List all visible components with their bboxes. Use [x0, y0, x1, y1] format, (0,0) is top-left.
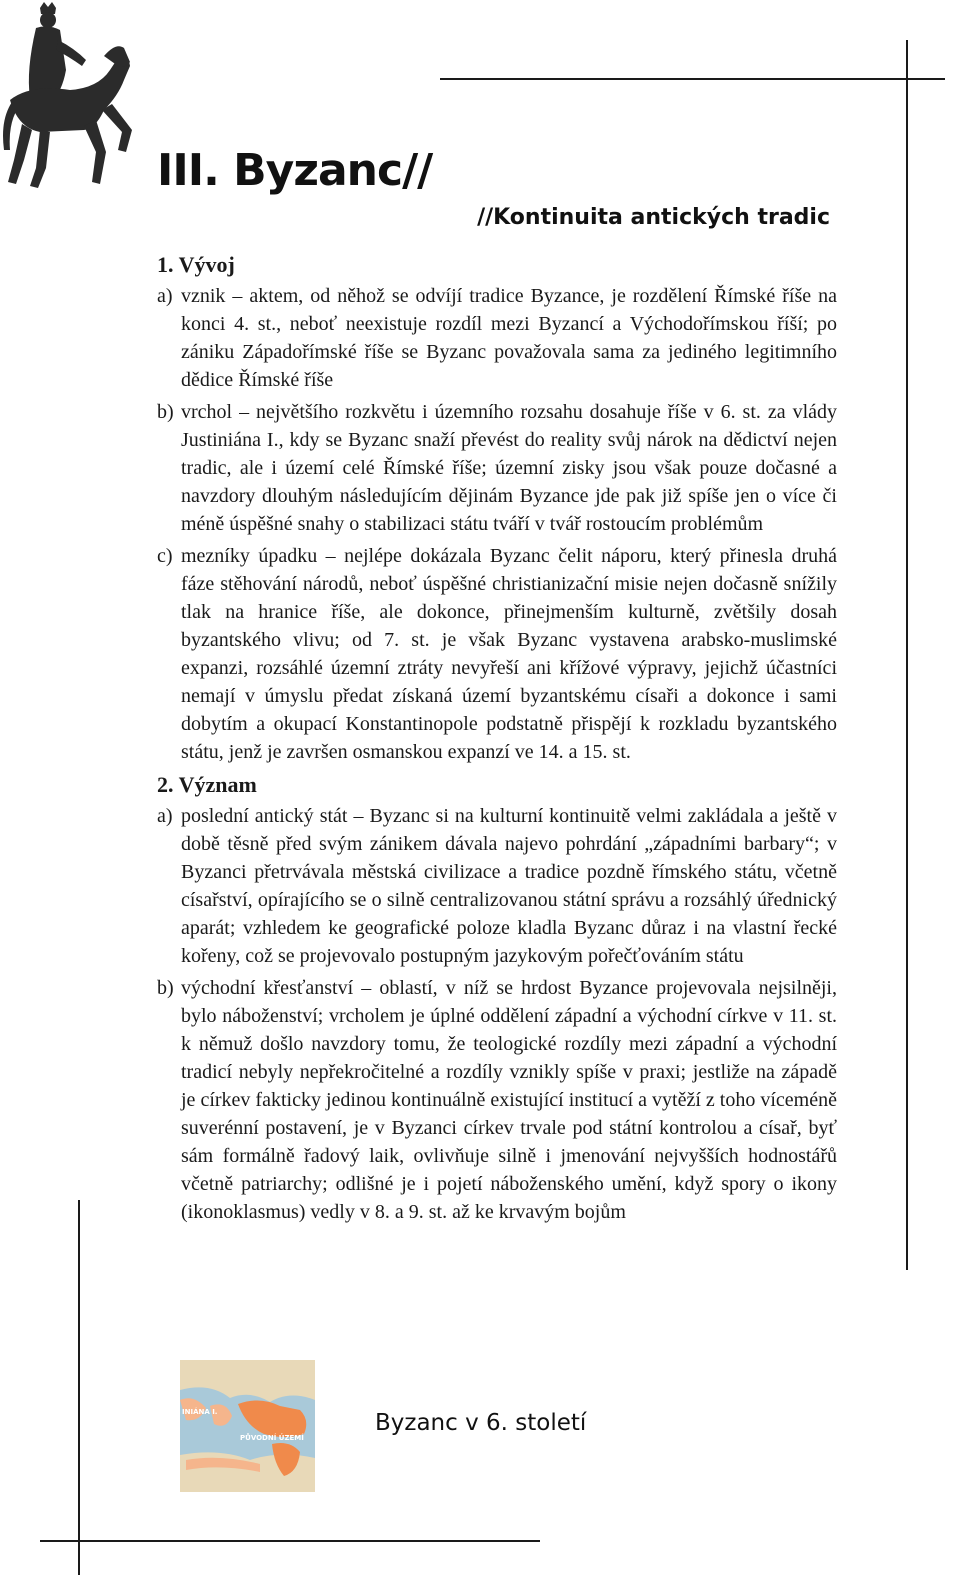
list-item-text: mezníky úpadku – nejlépe dokázala Byzanc čelit náporu, který přinesla druhá fáze stěhování národů, neboť úspěšné christianizační misie nejen dočasně snížily tlak na hranice říše, ale dokonce, přinejmenším kulturně, zvětšily dosah byzantského vlivu; od 7. st. je však Byzanc vystavena arabsko-muslimské expanzi, rozsáhlé územní ztráty nevyřeší ani křížové výpravy, jejichž účastníci nemají v úmyslu předat získaná území byzantskému císaři a dokonce i sami dobytím a okupací Konstantinopole podstatně přispějí k rozkladu byzantského státu, jenž je završen osmanskou expanzí ve 14. a 15. st. — [181, 545, 837, 763]
section-heading-vyznam: 2. Význam — [157, 772, 257, 797]
list-marker: a) — [157, 805, 173, 827]
list-item — [157, 802, 837, 970]
list-marker: b) — [157, 401, 174, 423]
top-horizontal-rule — [440, 78, 945, 80]
byzantine-empire-map — [180, 1360, 315, 1492]
list-marker: a) — [157, 285, 173, 307]
map-label-justinian: INIÁNA I. — [182, 1408, 218, 1416]
list-item-text: vznik – aktem, od něhož se odvíjí tradice Byzance, je rozdělení Římské říše na konci 4. st., neboť neexistuje rozdíl mezi Byzancí a Východořímskou říší; po zániku Západořímské říše se Byzanc považovala sama za jediného legitimního dědice Římské říše — [181, 285, 837, 391]
list-item-text: poslední antický stát – Byzanc si na kulturní kontinuitě velmi zakládala a ještě v době těsně před svým zánikem dávala najevo pohrdání „západními barbary“; v Byzanci přetrvávala městská civilizace a tradice pozdně římského státu, včetně císařství, opírajícího se o silně centralizovanou státní správu a rozsáhlý úřednický aparát; vzhledem ke geografické poloze kladla Byzanc důraz i na vlastní řecké kořeny, což se projevovalo postupným jazykovým pořečťováním státu — [181, 805, 837, 967]
map-label-original-territory: PŮVODNÍ ÚZEMÍ — [240, 1434, 304, 1442]
list-item-text: východní křesťanství – oblastí, v níž se hrdost Byzance projevovala nejsilněji, bylo náboženství; vrcholem je úplné oddělení západní a východní církve v 11. st. k němuž došlo navzdory tomu, že teologické rozdíly mezi západní a východní tradicí nebyly nepřekročitelné a rozdíly vznikly spíše v praxi; jestliže na západě je církev fakticky jedinou kontinuálně existující institucí a vytěží z toho víceméně suverénní postavení, je v Byzanci církev trvale pod státní kontrolou a císař, byť sám formálně řadový laik, ovlivňuje silně i jmenování nejvyšších hodnostářů včetně patriarchy; odlišné je i pojetí náboženského umění, když spory o ikony (ikonoklasmus) vedly v 8. a 9. st. až ke krvavým bojům — [181, 977, 837, 1223]
list-item — [157, 542, 837, 766]
left-vertical-rule — [78, 1200, 80, 1575]
figure-caption: Byzanc v 6. století — [375, 1410, 587, 1436]
content — [157, 250, 837, 1230]
list-item-text: vrchol – největšího rozkvětu i územního rozsahu dosahuje říše v 6. st. za vlády Justiniána I., kdy se Byzanc snaží převést do reality svůj nárok na dědictví nejen tradic, ale i území celé Římské říše; územní zisky jsou však pouze dočasné a navzdory dlouhým následujícím dějinám Byzance jde pak již spíše jen o více či méně úspěšné snahy o stabilizaci státu tváří v tvář rostoucím problémům — [181, 401, 837, 535]
bottom-horizontal-rule — [40, 1540, 540, 1542]
section-heading-vyvoj: 1. Vývoj — [157, 252, 235, 277]
page-title: III. Byzanc// — [157, 145, 433, 196]
list-item — [157, 974, 837, 1226]
list-marker: c) — [157, 545, 173, 567]
right-vertical-rule — [906, 40, 908, 1270]
page-subtitle: //Kontinuita antických tradic — [477, 205, 830, 230]
list-marker: b) — [157, 977, 174, 999]
list-item — [157, 398, 837, 538]
list-item — [157, 282, 837, 394]
map-graphic — [180, 1360, 315, 1492]
equestrian-statue-image — [0, 0, 140, 200]
